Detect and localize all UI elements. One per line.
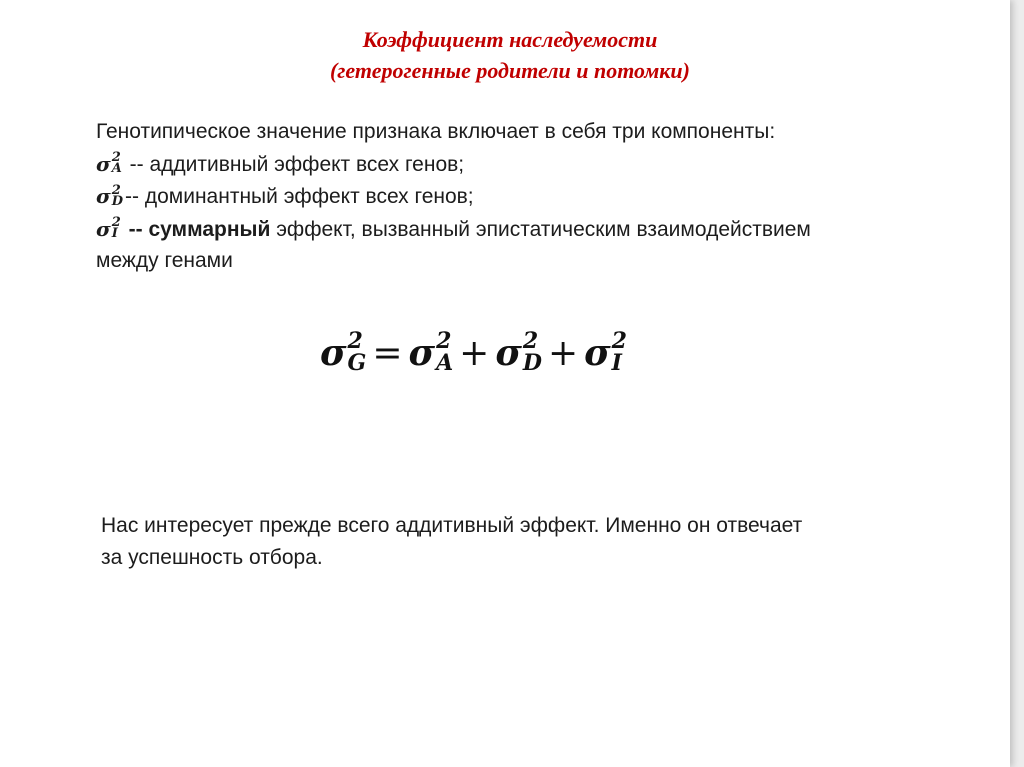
component-interaction-bold: -- суммарный [122, 217, 271, 241]
note-line-2: за успешность отбора. [101, 546, 323, 569]
component-interaction-text: эффект, вызванный эпистатическим взаимодействием [270, 217, 811, 241]
sigma-a-symbol: σ 2 A [96, 150, 122, 176]
component-additive [96, 148, 976, 181]
slide-title [230, 24, 790, 86]
component-additive-text: -- аддитивный эффект всех генов; [123, 152, 465, 176]
conclusion-note [101, 510, 981, 574]
component-interaction [96, 213, 976, 246]
component-dominant [96, 180, 976, 213]
formula-equals: = [372, 333, 403, 374]
formula-sigma-d: σ 2 D [495, 328, 542, 376]
formula-plus-2: + [547, 333, 579, 374]
intro-line: Генотипическое значение признака включает в себя три компоненты: [96, 120, 776, 143]
formula-sigma-i: σ 2 I [584, 328, 627, 376]
formula-sigma-a: σ 2 A [408, 328, 454, 376]
sigma-d-symbol: σ 2 D [96, 182, 124, 209]
formula-plus-1: + [459, 333, 490, 374]
note-line-1: Нас интересует прежде всего аддитивный эффект. Именно он отвечает [101, 514, 803, 537]
components-text [96, 116, 976, 277]
continuation-line: между генами [96, 249, 233, 272]
component-dominant-text: -- доминантный эффект всех генов; [125, 185, 474, 208]
formula-sigma-g: σ 2 G [320, 328, 367, 376]
title-line-1: Коэффициент наследуемости [362, 27, 658, 52]
variance-formula [320, 328, 627, 378]
title-line-2: (гетерогенные родители и потомки) [329, 58, 690, 83]
sigma-i-symbol: σ 2 I [96, 215, 121, 241]
